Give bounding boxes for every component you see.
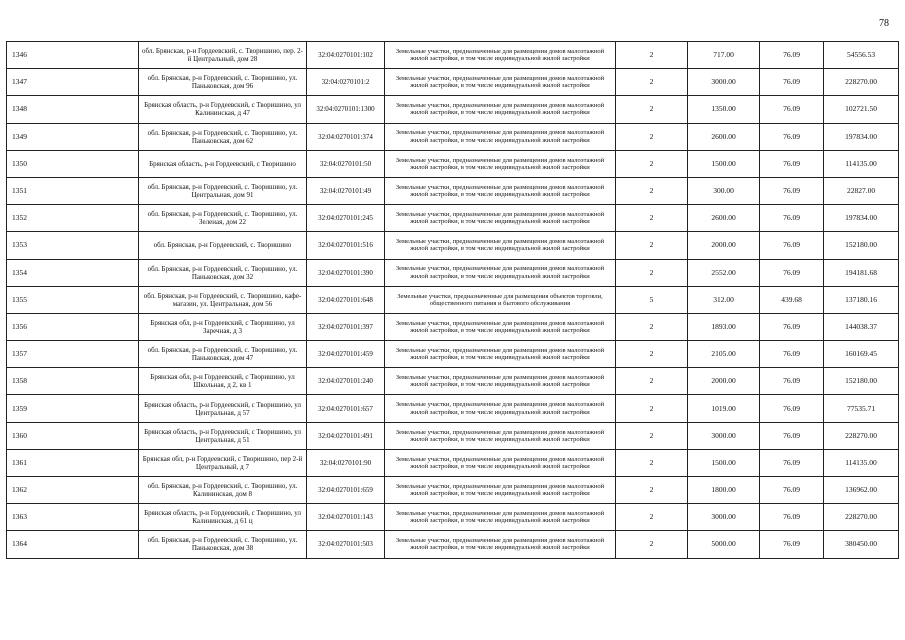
- unit-price-cell: 76.09: [760, 177, 824, 204]
- unit-price-cell: 439.68: [760, 286, 824, 313]
- cadastral-value-cell: 194181.68: [824, 259, 899, 286]
- group-cell: 2: [616, 177, 688, 204]
- table-row: [7, 531, 899, 558]
- table-row: [7, 96, 899, 123]
- area-cell: 1800.00: [688, 477, 760, 504]
- cadastral-number-cell: 32:04:0270101:102: [307, 42, 385, 69]
- row-number-cell: 1348: [7, 96, 139, 123]
- land-use-cell: Земельные участки, предназначенные для размещения домов малоэтажной жилой застройки, в том числе индивидуальной жилой застройки: [385, 150, 616, 177]
- row-number-cell: 1358: [7, 368, 139, 395]
- cadastral-value-cell: 54556.53: [824, 42, 899, 69]
- cadastral-number-cell: 32:04:0270101:659: [307, 477, 385, 504]
- unit-price-cell: 76.09: [760, 259, 824, 286]
- table-row: [7, 504, 899, 531]
- land-use-cell: Земельные участки, предназначенные для размещения объектов торговли, общественного питания и бытового обслуживания: [385, 286, 616, 313]
- row-number-cell: 1349: [7, 123, 139, 150]
- group-cell: 2: [616, 313, 688, 340]
- unit-price-cell: 76.09: [760, 69, 824, 96]
- table-row: [7, 123, 899, 150]
- unit-price-cell: 76.09: [760, 123, 824, 150]
- group-cell: 2: [616, 477, 688, 504]
- group-cell: 2: [616, 259, 688, 286]
- table-row: [7, 205, 899, 232]
- unit-price-cell: 76.09: [760, 42, 824, 69]
- row-number-cell: 1350: [7, 150, 139, 177]
- area-cell: 2000.00: [688, 232, 760, 259]
- cadastral-number-cell: 32:04:0270101:657: [307, 395, 385, 422]
- unit-price-cell: 76.09: [760, 531, 824, 558]
- cadastral-value-cell: 144038.37: [824, 313, 899, 340]
- group-cell: 2: [616, 42, 688, 69]
- cadastral-number-cell: 32:04:0270101:491: [307, 422, 385, 449]
- land-use-cell: Земельные участки, предназначенные для размещения домов малоэтажной жилой застройки, в том числе индивидуальной жилой застройки: [385, 422, 616, 449]
- land-use-cell: Земельные участки, предназначенные для размещения домов малоэтажной жилой застройки, в том числе индивидуальной жилой застройки: [385, 69, 616, 96]
- table-row: [7, 177, 899, 204]
- address-cell: обл. Брянская, р-н Гордеевский, с. Творишино, ул. Паньковская, дом 32: [139, 259, 307, 286]
- cadastral-value-cell: 160169.45: [824, 341, 899, 368]
- area-cell: 3000.00: [688, 69, 760, 96]
- address-cell: обл. Брянская, р-н Гордеевский, с. Творишино, ул. Паньковская, дом 47: [139, 341, 307, 368]
- table-row: [7, 449, 899, 476]
- cadastral-value-cell: 152180.00: [824, 232, 899, 259]
- land-use-cell: Земельные участки, предназначенные для размещения домов малоэтажной жилой застройки, в том числе индивидуальной жилой застройки: [385, 313, 616, 340]
- cadastral-number-cell: 32:04:0270101:516: [307, 232, 385, 259]
- table-row: [7, 259, 899, 286]
- cadastral-number-cell: 32:04:0270101:2: [307, 69, 385, 96]
- land-use-cell: Земельные участки, предназначенные для размещения домов малоэтажной жилой застройки, в том числе индивидуальной жилой застройки: [385, 395, 616, 422]
- row-number-cell: 1353: [7, 232, 139, 259]
- row-number-cell: 1360: [7, 422, 139, 449]
- page-number: 78: [879, 18, 889, 29]
- row-number-cell: 1352: [7, 205, 139, 232]
- area-cell: 300.00: [688, 177, 760, 204]
- unit-price-cell: 76.09: [760, 368, 824, 395]
- land-use-cell: Земельные участки, предназначенные для размещения домов малоэтажной жилой застройки, в том числе индивидуальной жилой застройки: [385, 531, 616, 558]
- area-cell: 2600.00: [688, 205, 760, 232]
- cadastral-value-cell: 228270.00: [824, 422, 899, 449]
- land-use-cell: Земельные участки, предназначенные для размещения домов малоэтажной жилой застройки, в том числе индивидуальной жилой застройки: [385, 504, 616, 531]
- area-cell: 1350.00: [688, 96, 760, 123]
- land-use-cell: Земельные участки, предназначенные для размещения домов малоэтажной жилой застройки, в том числе индивидуальной жилой застройки: [385, 477, 616, 504]
- cadastral-number-cell: 32:04:0270101:374: [307, 123, 385, 150]
- address-cell: обл. Брянская, р-н Гордеевский, с. Творишино, ул. Зеленая, дом 22: [139, 205, 307, 232]
- group-cell: 2: [616, 123, 688, 150]
- cadastral-value-cell: 197834.00: [824, 205, 899, 232]
- cadastral-value-cell: 152180.00: [824, 368, 899, 395]
- group-cell: 2: [616, 504, 688, 531]
- table-row: [7, 69, 899, 96]
- land-use-cell: Земельные участки, предназначенные для размещения домов малоэтажной жилой застройки, в том числе индивидуальной жилой застройки: [385, 177, 616, 204]
- cadastral-value-cell: 114135.00: [824, 449, 899, 476]
- table-row: [7, 422, 899, 449]
- unit-price-cell: 76.09: [760, 422, 824, 449]
- area-cell: 312.00: [688, 286, 760, 313]
- area-cell: 3000.00: [688, 422, 760, 449]
- address-cell: Брянская область, р-н Гордеевский, с Творишино, ул Калининская, д 61 ц: [139, 504, 307, 531]
- land-use-cell: Земельные участки, предназначенные для размещения домов малоэтажной жилой застройки, в том числе индивидуальной жилой застройки: [385, 123, 616, 150]
- address-cell: Брянская обл, р-н Гордеевский, с Творишино, пер 2-й Центральный, д 7: [139, 449, 307, 476]
- area-cell: 2600.00: [688, 123, 760, 150]
- cadastral-number-cell: 32:04:0270101:397: [307, 313, 385, 340]
- address-cell: обл. Брянская, р-н Гордеевский, с. Творишино, ул. Центральная, дом 91: [139, 177, 307, 204]
- unit-price-cell: 76.09: [760, 341, 824, 368]
- group-cell: 2: [616, 449, 688, 476]
- cadastral-number-cell: 32:04:0270101:648: [307, 286, 385, 313]
- address-cell: обл. Брянская, р-н Гордеевский, с. Творишино, пер. 2-й Центральный, дом 28: [139, 42, 307, 69]
- address-cell: Брянская область, р-н Гордеевский, с Творишино, ул Центральная, д 51: [139, 422, 307, 449]
- group-cell: 2: [616, 531, 688, 558]
- cadastral-value-cell: 380450.00: [824, 531, 899, 558]
- address-cell: Брянская обл, р-н Гордеевский, с Творишино, ул Школьная, д 2, кв 1: [139, 368, 307, 395]
- cadastral-number-cell: 32:04:0270101:49: [307, 177, 385, 204]
- cadastral-value-cell: 197834.00: [824, 123, 899, 150]
- address-cell: Брянская область, р-н Гордеевский, с Творишино, ул Калининская, д 47: [139, 96, 307, 123]
- group-cell: 2: [616, 232, 688, 259]
- group-cell: 2: [616, 341, 688, 368]
- cadastral-value-cell: 102721.50: [824, 96, 899, 123]
- cadastral-value-cell: 77535.71: [824, 395, 899, 422]
- address-cell: Брянская область, р-н Гордеевский, с Творишино: [139, 150, 307, 177]
- row-number-cell: 1356: [7, 313, 139, 340]
- cadastral-number-cell: 32:04:0270101:390: [307, 259, 385, 286]
- cadastral-number-cell: 32:04:0270101:1300: [307, 96, 385, 123]
- cadastral-value-cell: 228270.00: [824, 504, 899, 531]
- area-cell: 3000.00: [688, 504, 760, 531]
- land-use-cell: Земельные участки, предназначенные для размещения домов малоэтажной жилой застройки, в том числе индивидуальной жилой застройки: [385, 341, 616, 368]
- row-number-cell: 1346: [7, 42, 139, 69]
- cadastral-number-cell: 32:04:0270101:143: [307, 504, 385, 531]
- unit-price-cell: 76.09: [760, 504, 824, 531]
- land-use-cell: Земельные участки, предназначенные для размещения домов малоэтажной жилой застройки, в том числе индивидуальной жилой застройки: [385, 449, 616, 476]
- table-row: [7, 341, 899, 368]
- table-row: [7, 232, 899, 259]
- group-cell: 2: [616, 205, 688, 232]
- table-row: [7, 42, 899, 69]
- row-number-cell: 1361: [7, 449, 139, 476]
- area-cell: 2552.00: [688, 259, 760, 286]
- address-cell: обл. Брянская, р-н Гордеевский, с. Творишино, ул. Паньковская, дом 38: [139, 531, 307, 558]
- unit-price-cell: 76.09: [760, 313, 824, 340]
- area-cell: 1893.00: [688, 313, 760, 340]
- land-use-cell: Земельные участки, предназначенные для размещения домов малоэтажной жилой застройки, в том числе индивидуальной жилой застройки: [385, 368, 616, 395]
- table-row: [7, 477, 899, 504]
- area-cell: 5000.00: [688, 531, 760, 558]
- cadastral-number-cell: 32:04:0270101:50: [307, 150, 385, 177]
- table-row: [7, 313, 899, 340]
- row-number-cell: 1364: [7, 531, 139, 558]
- address-cell: обл. Брянская, р-н Гордеевский, с. Творишино: [139, 232, 307, 259]
- address-cell: обл. Брянская, р-н Гордеевский, с. Творишино, кафе-магазин, ул. Центральная, дом 56: [139, 286, 307, 313]
- cadastral-value-cell: 22827.00: [824, 177, 899, 204]
- row-number-cell: 1351: [7, 177, 139, 204]
- land-use-cell: Земельные участки, предназначенные для размещения домов малоэтажной жилой застройки, в том числе индивидуальной жилой застройки: [385, 232, 616, 259]
- unit-price-cell: 76.09: [760, 395, 824, 422]
- address-cell: Брянская область, р-н Гордеевский, с Творишино, ул Центральная, д 57: [139, 395, 307, 422]
- address-cell: обл. Брянская, р-н Гордеевский, с. Творишино, ул. Паньковская, дом 62: [139, 123, 307, 150]
- table-body: [7, 42, 899, 559]
- land-use-cell: Земельные участки, предназначенные для размещения домов малоэтажной жилой застройки, в том числе индивидуальной жилой застройки: [385, 96, 616, 123]
- group-cell: 5: [616, 286, 688, 313]
- table-row: [7, 368, 899, 395]
- area-cell: 2105.00: [688, 341, 760, 368]
- group-cell: 2: [616, 69, 688, 96]
- cadastral-number-cell: 32:04:0270101:245: [307, 205, 385, 232]
- address-cell: Брянская обл, р-н Гордеевский, с Творишино, ул Заречная, д 3: [139, 313, 307, 340]
- group-cell: 2: [616, 395, 688, 422]
- row-number-cell: 1363: [7, 504, 139, 531]
- row-number-cell: 1355: [7, 286, 139, 313]
- row-number-cell: 1362: [7, 477, 139, 504]
- address-cell: обл. Брянская, р-н Гордеевский, с. Творишино, ул. Калининская, дом 8: [139, 477, 307, 504]
- land-use-cell: Земельные участки, предназначенные для размещения домов малоэтажной жилой застройки, в том числе индивидуальной жилой застройки: [385, 42, 616, 69]
- land-use-cell: Земельные участки, предназначенные для размещения домов малоэтажной жилой застройки, в том числе индивидуальной жилой застройки: [385, 205, 616, 232]
- cadastral-number-cell: 32:04:0270101:90: [307, 449, 385, 476]
- table-row: [7, 395, 899, 422]
- unit-price-cell: 76.09: [760, 205, 824, 232]
- address-cell: обл. Брянская, р-н Гордеевский, с. Творишино, ул. Паньковская, дом 96: [139, 69, 307, 96]
- row-number-cell: 1357: [7, 341, 139, 368]
- unit-price-cell: 76.09: [760, 150, 824, 177]
- cadastral-value-cell: 137180.16: [824, 286, 899, 313]
- row-number-cell: 1359: [7, 395, 139, 422]
- area-cell: 2000.00: [688, 368, 760, 395]
- table-row: [7, 286, 899, 313]
- area-cell: 717.00: [688, 42, 760, 69]
- cadastral-value-cell: 228270.00: [824, 69, 899, 96]
- row-number-cell: 1347: [7, 69, 139, 96]
- group-cell: 2: [616, 368, 688, 395]
- land-use-cell: Земельные участки, предназначенные для размещения домов малоэтажной жилой застройки, в том числе индивидуальной жилой застройки: [385, 259, 616, 286]
- cadastral-number-cell: 32:04:0270101:459: [307, 341, 385, 368]
- table-row: [7, 150, 899, 177]
- group-cell: 2: [616, 96, 688, 123]
- group-cell: 2: [616, 150, 688, 177]
- unit-price-cell: 76.09: [760, 477, 824, 504]
- cadastral-value-table: [6, 41, 899, 559]
- unit-price-cell: 76.09: [760, 96, 824, 123]
- area-cell: 1019.00: [688, 395, 760, 422]
- cadastral-number-cell: 32:04:0270101:503: [307, 531, 385, 558]
- unit-price-cell: 76.09: [760, 449, 824, 476]
- area-cell: 1500.00: [688, 449, 760, 476]
- cadastral-number-cell: 32:04:0270101:240: [307, 368, 385, 395]
- cadastral-value-cell: 136962.00: [824, 477, 899, 504]
- cadastral-value-cell: 114135.00: [824, 150, 899, 177]
- unit-price-cell: 76.09: [760, 232, 824, 259]
- area-cell: 1500.00: [688, 150, 760, 177]
- group-cell: 2: [616, 422, 688, 449]
- row-number-cell: 1354: [7, 259, 139, 286]
